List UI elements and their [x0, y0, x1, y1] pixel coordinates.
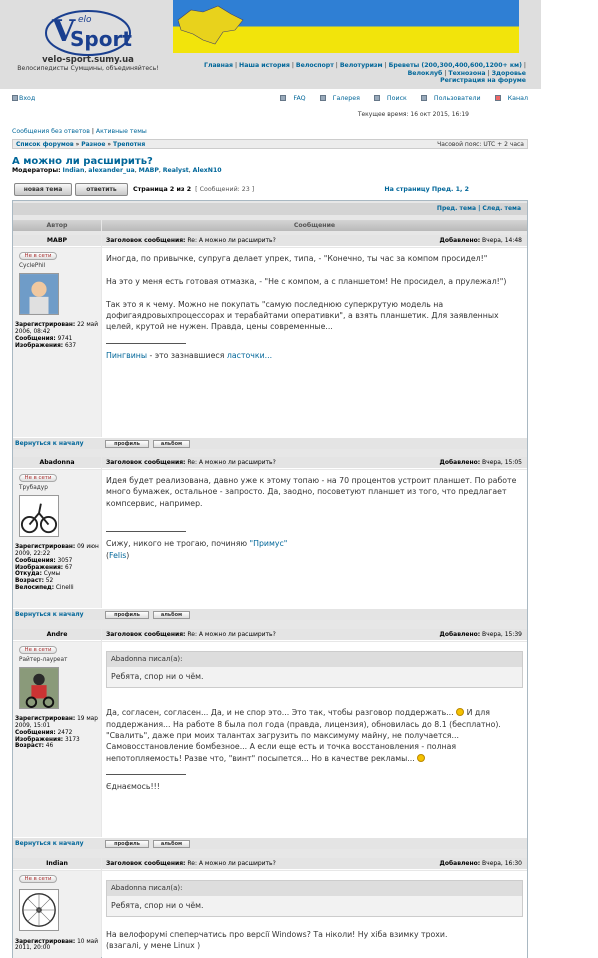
post-date: Вчера, 14:48	[482, 237, 522, 244]
site-logo[interactable]	[44, 8, 132, 58]
nav-touring[interactable]: Велотуризм	[339, 62, 383, 69]
smile-icon	[456, 708, 464, 716]
registered-date: 22 май 2006, 08:42	[15, 322, 99, 336]
prev-topic-link[interactable]: Пред. тема	[436, 205, 477, 212]
images-count: 637	[64, 342, 77, 349]
nav-velosport[interactable]: Велоспорт	[295, 62, 334, 69]
svg-text:Sport: Sport	[70, 27, 132, 51]
ukraine-map-icon	[173, 0, 519, 53]
author-rank: CyclePhil	[19, 263, 46, 269]
quote-text: Ребята, спор ни о чём.	[111, 901, 204, 911]
reply-button[interactable]: ответить	[75, 183, 128, 196]
offline-badge: Не в сети	[19, 474, 57, 482]
author-header: Автор	[13, 220, 101, 231]
site-name: velo-sport.sumy.ua	[42, 55, 134, 65]
post-date: Вчера, 16:30	[482, 860, 522, 867]
nav-techzone[interactable]: Технозона	[448, 69, 486, 77]
post-subject: Re: А можно ли расширить?	[187, 631, 276, 638]
mod-link[interactable]: AlexN10	[192, 167, 222, 174]
signature-divider	[106, 343, 186, 344]
post-date: Вчера, 15:05	[482, 459, 522, 466]
posted-label: Добавлено:	[439, 459, 481, 466]
images-count: 3173	[64, 736, 80, 743]
search-links: Сообщения без ответов | Активные темы	[12, 128, 147, 135]
quote-author: Abadonna писал(а):	[107, 881, 522, 896]
post-body	[102, 248, 527, 437]
pagination: На страницу Пред. 1, 2	[384, 186, 469, 193]
posted-label: Добавлено:	[439, 631, 481, 638]
posts-label: Сообщения:	[15, 557, 56, 564]
signature-divider	[106, 774, 186, 775]
rss-icon	[495, 95, 501, 101]
post-subject: Re: А можно ли расширить?	[187, 237, 276, 244]
nav-history[interactable]: Наша история	[239, 62, 290, 69]
posted-label: Добавлено:	[439, 860, 481, 867]
signature-divider	[106, 531, 186, 532]
avatar	[19, 667, 59, 709]
nav-health[interactable]: Здоровье	[491, 69, 526, 77]
nav-brevets[interactable]: Бреветы (200,300,400,600,1200+ км)	[388, 62, 522, 69]
post-author[interactable]: Abadonna	[13, 457, 101, 469]
signature	[106, 538, 523, 561]
signature: Єднаємось!!!	[106, 782, 160, 792]
album-button[interactable]: альбом	[153, 840, 190, 848]
sig-link[interactable]: Felis	[109, 550, 127, 560]
subject-label: Заголовок сообщения:	[106, 860, 186, 867]
mod-link[interactable]: alexander_ua	[88, 167, 135, 174]
age-label: Возраст:	[15, 743, 44, 750]
sig-text: (	[106, 550, 110, 560]
moderators-label: Модераторы:	[12, 167, 61, 174]
posted-label: Добавлено:	[439, 237, 481, 244]
back-to-top-link[interactable]: Вернуться к началу	[15, 611, 84, 618]
svg-text:V: V	[52, 14, 76, 49]
images-label: Изображения:	[15, 342, 64, 349]
topic-nav-row: Пред. тема | След. тема	[13, 203, 527, 215]
page-number: Страница 2 из 2	[133, 186, 192, 193]
goto-label[interactable]: На страницу Пред.	[384, 186, 454, 193]
grin-icon	[417, 754, 425, 762]
profile-button[interactable]: профиль	[105, 440, 149, 448]
users-link[interactable]: Пользователи	[433, 95, 481, 102]
sig-text: Сижу, никого не трогаю, починяю	[106, 539, 250, 549]
ukraine-banner	[173, 0, 519, 53]
post-text: (взагалі, у мене Linux )	[106, 941, 201, 951]
post-text: Так это я к чему. Можно не покупать "самую последнюю суперкрутую модель на дофигаядровыхпроцессорах и терабайтами оперативки", а взять планшетик. Для заявленных целей, крутой не нужен. Правда, цены современные...	[106, 299, 499, 332]
nav-home[interactable]: Главная	[204, 62, 233, 69]
message-header: Сообщение	[102, 220, 527, 231]
breadcrumb-forums[interactable]: Список форумов	[16, 141, 74, 148]
author-profile	[13, 871, 101, 958]
from-value: Сумы	[43, 571, 61, 578]
bike-value: Cinelli	[55, 584, 74, 591]
mod-link[interactable]: Indian	[62, 167, 85, 174]
offline-badge: Не в сети	[19, 875, 57, 883]
post-body	[102, 470, 527, 608]
post-author[interactable]: Andre	[13, 629, 101, 641]
post-footer	[13, 437, 527, 449]
sig-link[interactable]: Пингвины	[106, 350, 148, 360]
faq-icon	[280, 95, 286, 101]
registered-date: 10 май 2011, 20:00	[15, 938, 99, 952]
post-text: Иногда, по привычке, супруга делает упрек, типа, - "Конечно, ты час за компом просидел!"	[106, 254, 488, 263]
post-body	[102, 642, 527, 837]
post-text: Да, согласен, согласен... Да, и не спор это... Это так, чтобы разговор поддержать...	[106, 708, 454, 718]
sig-link[interactable]: "Примус"	[249, 539, 288, 549]
sig-text: - это зазнавшиеся	[147, 350, 227, 360]
active-topics-link[interactable]: Активные темы	[95, 128, 147, 135]
quote-block	[106, 651, 523, 688]
post-text: И для поддержания... На работе 8 была пол года (правда, лицензия), обновилась до 8.1 (бесплатно). "Свалить", даже при моих талантах загрузить по максимуму майну, не получается... Самовосстановление бомбезное... А если еще есть и точка восстановления - полная непотопляемость! Разве что, "винт" посыпется... Но в качестве рекламы...	[106, 708, 501, 763]
avatar	[19, 889, 59, 931]
age-label: Возраст:	[15, 577, 44, 584]
quote-author: Abadonna писал(а):	[107, 652, 522, 667]
top-navigation: Главная | Наша история | Велоспорт | Велотуризм | Бреветы (200,300,400,600,1200+ км) | Велоклуб | Технозона | Здоровье Регистрация на форуме	[204, 62, 526, 84]
images-label: Изображения:	[15, 736, 64, 743]
search-icon	[374, 95, 380, 101]
header	[0, 0, 541, 89]
topic-title[interactable]: А можно ли расширить?	[12, 156, 153, 167]
forum-navbar	[12, 94, 528, 103]
signature	[106, 350, 523, 361]
sig-text: )	[126, 550, 130, 560]
profile-button[interactable]: профиль	[105, 840, 149, 848]
age-value: 46	[45, 743, 54, 750]
post-footer	[13, 837, 527, 849]
offline-badge: Не в сети	[19, 646, 57, 654]
login-icon	[12, 95, 18, 101]
post-text: На это у меня есть готовая отмазка, - "Не с компом, а с планшетом! Не просидел, а прулежал!")	[106, 276, 507, 286]
gallery-icon	[320, 95, 326, 101]
subject-label: Заголовок сообщения:	[106, 459, 186, 466]
avatar	[19, 273, 59, 315]
registered-label: Зарегистрирован:	[15, 322, 76, 329]
next-topic-link[interactable]: След. тема	[482, 205, 521, 212]
breadcrumb: Список форумов » Разное » Трепотня Часовой пояс: UTC + 2 часа	[12, 139, 528, 149]
post-body	[102, 871, 527, 958]
from-label: Откуда:	[15, 571, 42, 578]
mod-link[interactable]: MABP	[138, 167, 159, 174]
timezone: Часовой пояс: UTC + 2 часа	[437, 141, 524, 148]
back-to-top-link[interactable]: Вернуться к началу	[15, 440, 84, 447]
registered-label: Зарегистрирован:	[15, 716, 76, 723]
gallery-link[interactable]: Галерея	[332, 95, 360, 102]
current-time: Текущее время: 16 окт 2015, 16:19	[357, 111, 469, 118]
unanswered-link[interactable]: Сообщения без ответов	[12, 128, 90, 135]
faq-link[interactable]: FAQ	[293, 95, 306, 102]
album-button[interactable]: альбом	[153, 440, 190, 448]
mod-link[interactable]: Realyst	[162, 167, 189, 174]
back-to-top-link[interactable]: Вернуться к началу	[15, 840, 84, 847]
users-icon	[421, 95, 427, 101]
subject-label: Заголовок сообщения:	[106, 631, 186, 638]
posts-count: 9741	[57, 335, 73, 342]
registered-date: 19 мар 2009, 15:01	[15, 716, 98, 730]
page-info	[133, 186, 254, 193]
author-profile	[13, 642, 101, 837]
age-value: 52	[45, 577, 54, 584]
chat-link[interactable]: Канал	[507, 95, 528, 102]
author-profile	[13, 248, 101, 437]
new-topic-button[interactable]: новая тема	[14, 183, 72, 196]
profile-button[interactable]: профиль	[105, 611, 149, 619]
post-count: [ Сообщений: 23 ]	[195, 186, 255, 193]
nav-club[interactable]: Велоклуб	[407, 69, 443, 77]
site-description: Велосипедисты Сумщины, объединяйтесь!	[17, 65, 159, 72]
nav-register[interactable]: Регистрация на форуме	[440, 77, 526, 84]
login-link[interactable]: Вход	[19, 95, 36, 102]
page-link[interactable]: 2	[464, 186, 469, 193]
posts-count: 3057	[57, 557, 73, 564]
post-header	[102, 629, 527, 641]
quote-text: Ребята, спор ни о чём.	[111, 672, 204, 682]
post-subject: Re: А можно ли расширить?	[187, 860, 276, 867]
album-button[interactable]: альбом	[153, 611, 190, 619]
registered-date: 09 июн 2009, 22:22	[15, 544, 99, 558]
author-rank: Райтер-лауреат	[19, 657, 68, 663]
breadcrumb-chat[interactable]: Трепотня	[112, 141, 146, 148]
page-link[interactable]: 1	[455, 186, 461, 193]
post-subject: Re: А можно ли расширить?	[187, 459, 276, 466]
quote-block	[106, 880, 523, 917]
svg-text:elo: elo	[78, 15, 92, 25]
registered-label: Зарегистрирован:	[15, 938, 76, 945]
post-author[interactable]: Indian	[13, 858, 101, 870]
author-rank: Трубадур	[19, 485, 48, 491]
bike-label: Велосипед:	[15, 584, 55, 591]
post-author[interactable]: MABP	[13, 235, 101, 247]
author-profile	[13, 470, 101, 608]
posts-count: 2472	[57, 729, 73, 736]
registered-label: Зарегистрирован:	[15, 544, 76, 551]
moderators: Модераторы: Indian, alexander_ua, MABP, Realyst, AlexN10	[12, 167, 222, 174]
offline-badge: Не в сети	[19, 252, 57, 260]
posts-label: Сообщения:	[15, 729, 56, 736]
post-footer	[13, 608, 527, 620]
posts-table	[12, 200, 528, 958]
post-text: Идея будет реализована, давно уже к этому топаю - на 70 процентов устроит планшет. По работе много бумажек, остальное - запросто. Да, заодно, посоветуют планшет из того, что предлагает компсервис, например.	[106, 476, 517, 508]
breadcrumb-misc[interactable]: Разное	[81, 141, 106, 148]
post-header	[102, 457, 527, 469]
sig-link[interactable]: ласточки...	[226, 350, 273, 360]
post-header	[102, 235, 527, 247]
images-label: Изображения:	[15, 564, 64, 571]
avatar	[19, 495, 59, 537]
images-count: 67	[64, 564, 73, 571]
search-link[interactable]: Поиск	[386, 95, 407, 102]
post-header	[102, 858, 527, 870]
posts-label: Сообщения:	[15, 335, 56, 342]
post-text: На велофорумі спеперчатись про версії Windows? Та ніколи! Ну хіба взимку трохи.	[106, 929, 448, 939]
subject-label: Заголовок сообщения:	[106, 237, 186, 244]
post-date: Вчера, 15:39	[482, 631, 522, 638]
